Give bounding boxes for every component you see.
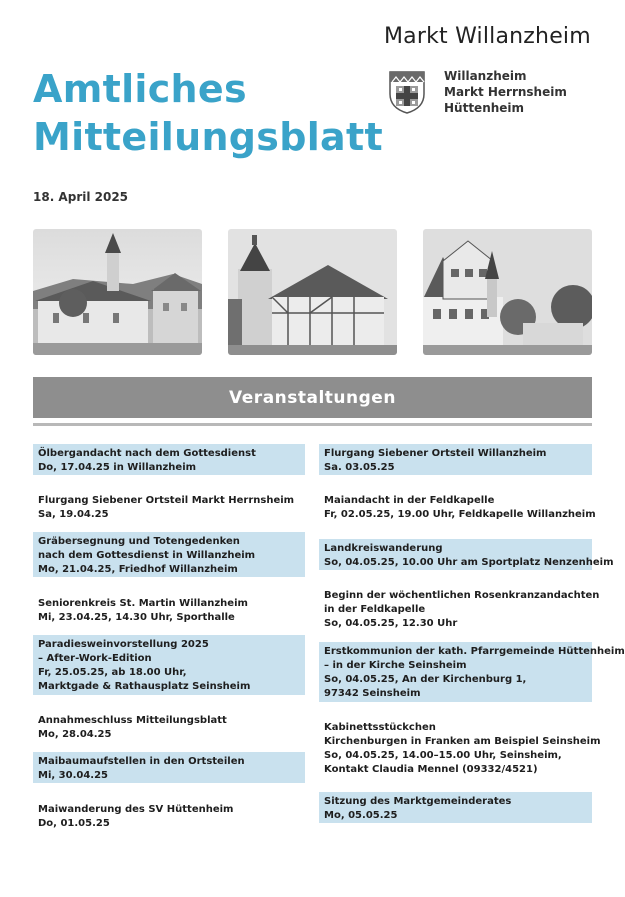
event-line: Erstkommunion der kath. Pfarrgemeinde Hüttenheim (324, 646, 625, 657)
event-line: Annahmeschluss Mitteilungsblatt (38, 715, 227, 726)
event-line: Fr, 25.05.25, ab 18.00 Uhr, (38, 667, 187, 678)
town-photo-huettenheim (423, 229, 592, 355)
event-item (319, 444, 592, 475)
town-name: Willanzheim (444, 69, 527, 83)
event-item (319, 586, 600, 631)
event-line: Maiandacht in der Feldkapelle (324, 495, 495, 506)
event-line: Maibaumaufstellen in den Ortsteilen (38, 756, 245, 767)
event-line: Gräbersegnung und Totengedenken (38, 536, 240, 547)
event-line: Do, 17.04.25 in Willanzheim (38, 462, 197, 473)
event-item (319, 642, 625, 702)
event-line: So, 04.05.25, 12.30 Uhr (324, 618, 458, 629)
event-line: – After-Work-Edition (38, 653, 152, 664)
event-line: Flurgang Siebener Ortsteil Markt Herrnsheim (38, 495, 295, 506)
event-line: Fr, 02.05.25, 19.00 Uhr, Feldkapelle Willanzheim (324, 509, 596, 520)
event-line: in der Feldkapelle (324, 604, 426, 615)
title-line: Amtliches (33, 67, 247, 111)
event-line: Mi, 23.04.25, 14.30 Uhr, Sporthalle (38, 612, 235, 623)
event-item (33, 444, 305, 475)
town-photo-herrnsheim (228, 229, 397, 355)
event-line: Sitzung des Marktgemeinderates (324, 796, 512, 807)
event-line: Do, 01.05.25 (38, 818, 110, 829)
event-line: Mi, 30.04.25 (38, 770, 109, 781)
event-line: Flurgang Siebener Ortsteil Willanzheim (324, 448, 547, 459)
event-line: Kontakt Claudia Mennel (09332/4521) (324, 764, 538, 775)
event-line: So, 04.05.25, 14.00–15.00 Uhr, Seinsheim, (324, 750, 562, 761)
event-item (33, 532, 305, 577)
town-list (444, 68, 567, 116)
event-line: Maiwanderung des SV Hüttenheim (38, 804, 234, 815)
event-line: Landkreiswanderung (324, 543, 443, 554)
masthead (384, 24, 599, 115)
event-line: So, 04.05.25, An der Kirchenburg 1, (324, 674, 527, 685)
event-line: Mo, 21.04.25, Friedhof Willanzheim (38, 564, 238, 575)
event-item (33, 594, 305, 625)
event-line: Sa. 03.05.25 (324, 462, 395, 473)
org-name: Markt Willanzheim (384, 24, 591, 49)
event-line: Mo, 05.05.25 (324, 810, 398, 821)
event-item (33, 491, 305, 522)
event-line: Beginn der wöchentlichen Rosenkranzandachten (324, 590, 600, 601)
event-line: Kabinettsstückchen (324, 722, 436, 733)
event-item (33, 752, 305, 783)
event-line: Kirchenburgen in Franken am Beispiel Seinsheim (324, 736, 601, 747)
town-name: Hüttenheim (444, 101, 525, 115)
issue-date: 18. April 2025 (33, 190, 129, 204)
event-line: Marktgade & Rathausplatz Seinsheim (38, 681, 251, 692)
event-item (319, 718, 601, 778)
event-line: Paradiesweinvorstellung 2025 (38, 639, 209, 650)
event-item (319, 792, 592, 823)
coat-of-arms-icon (388, 70, 426, 114)
town-photo-willanzheim (33, 229, 202, 355)
crest-row (388, 70, 567, 116)
page-title (33, 65, 383, 161)
event-item (33, 800, 305, 831)
event-line: So, 04.05.25, 10.00 Uhr am Sportplatz Nenzenheim (324, 557, 614, 568)
event-line: Seniorenkreis St. Martin Willanzheim (38, 598, 248, 609)
event-item (33, 711, 305, 742)
event-item (319, 491, 596, 522)
town-name: Markt Herrnsheim (444, 85, 567, 99)
event-line: 97342 Seinsheim (324, 688, 421, 699)
event-line: Ölbergandacht nach dem Gottesdienst (38, 448, 256, 459)
event-line: – in der Kirche Seinsheim (324, 660, 467, 671)
event-item (33, 635, 305, 695)
section-divider (33, 423, 592, 426)
event-line: nach dem Gottesdienst in Willanzheim (38, 550, 256, 561)
event-line: Sa, 19.04.25 (38, 509, 109, 520)
event-item (319, 539, 614, 570)
title-line: Mitteilungsblatt (33, 115, 383, 159)
section-header: Veranstaltungen (33, 377, 592, 418)
event-line: Mo, 28.04.25 (38, 729, 112, 740)
